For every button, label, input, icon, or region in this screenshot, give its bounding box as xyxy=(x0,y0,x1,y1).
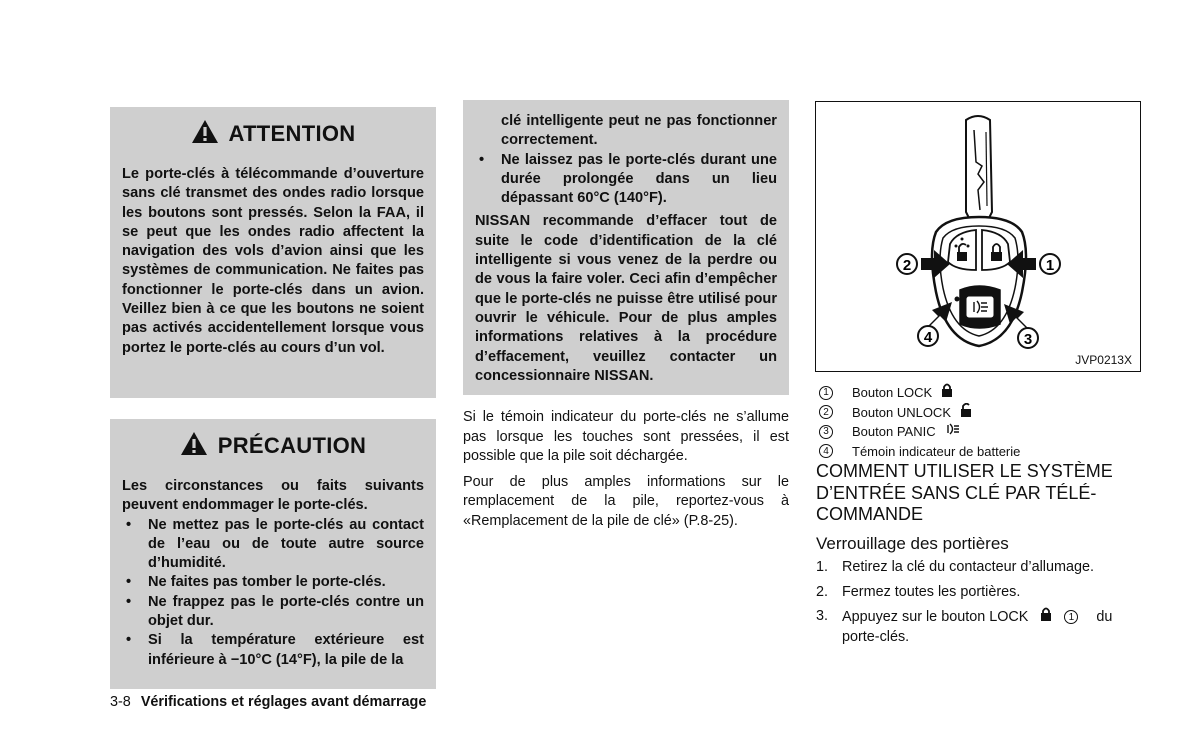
step-1-number: 1. xyxy=(816,559,829,575)
legend-item-lock xyxy=(819,383,1020,403)
lock-open-icon xyxy=(960,403,972,423)
callout-4 xyxy=(918,326,938,346)
subsection-heading: Verrouillage des portières xyxy=(816,534,1009,553)
precaution-intro: Les circonstances ou faits suivants peuvent endommager le porte-clés. xyxy=(122,478,424,514)
callout-1 xyxy=(1040,254,1060,274)
key-blade xyxy=(966,116,992,224)
step-3 xyxy=(816,607,1142,647)
middle-text xyxy=(463,408,789,531)
warning-triangle-icon xyxy=(180,431,208,462)
callout-2 xyxy=(897,254,917,274)
page-footer xyxy=(110,694,426,710)
legend-item-battery xyxy=(819,442,1020,462)
nissan-recommendation: NISSAN recommande d’effacer tout de suite le code d’identification de la clé intelligente si vous venez de la perdre ou de vous la faire voler. Ceci afin d’empêcher que le porte-clés ne puisse être utilisé pour ouvrir le véhicule. Pour de plus amples informations relatives à la procédure d’effacement, veuillez contacter un concessionnaire NISSAN. xyxy=(475,213,777,384)
figure-id: JVP0213X xyxy=(1075,353,1132,367)
step-3-text: Appuyez sur le bouton LOCK xyxy=(842,608,1029,625)
step-3-ref: 1 xyxy=(1064,610,1078,624)
section-heading-line-3: COMMANDE xyxy=(816,504,923,524)
section-heading-line-2: D’ENTRÉE SANS CLÉ PAR TÉLÉ- xyxy=(816,482,1097,503)
precaution-continued-box xyxy=(463,100,789,395)
legend-text-panic: Bouton PANIC xyxy=(852,424,936,439)
indicator-paragraph: Si le témoin indicateur du porte-clés ne s’allume pas lorsque les touches sont pressées, il est possible que la pile soit déchargée. xyxy=(463,409,789,464)
step-2-text: Fermez toutes les portières. xyxy=(842,583,1021,600)
attention-text: Le porte-clés à télécommande d’ouverture sans clé transmet des ondes radio lorsque les boutons sont pressés. Selon la FAA, il se peut que les ondes radio affectent la navigation des vols d’avion ainsi que les systèmes de communication. Ne faites pas fonctionner le porte-clés dans un avion. Veillez bien à ce que les boutons ne soient pas activés accidentellement lorsque vous portez le porte-clés au cours d’un vol. xyxy=(122,166,424,356)
precaution-bullet-4: • Si la température extérieure est inférieure à −10°C (14°F), la pile de la xyxy=(122,631,424,670)
legend-num-2: 2 xyxy=(819,405,833,419)
lock-closed-icon xyxy=(941,383,953,403)
precaution-title: PRÉCAUTION xyxy=(217,433,367,458)
attention-box xyxy=(110,107,436,398)
legend-num-1: 1 xyxy=(819,386,833,400)
attention-body xyxy=(110,165,436,358)
steps-list xyxy=(816,558,1142,652)
step-2 xyxy=(816,583,1142,603)
step-2-number: 2. xyxy=(816,583,829,600)
step-3-line-2: porte-clés. xyxy=(842,628,910,645)
legend-item-unlock xyxy=(819,403,1020,423)
key-fob-figure xyxy=(815,101,1141,372)
page-number: 3-8 xyxy=(110,694,131,710)
legend-item-panic xyxy=(819,422,1020,442)
precaution-bullet-3: • Ne frappez pas le porte-clés contre un objet dur. xyxy=(122,593,424,632)
step-3-post: du xyxy=(1096,608,1113,625)
callout-2-label: 2 xyxy=(902,257,912,274)
attention-title: ATTENTION xyxy=(228,121,356,146)
key-fob-illustration xyxy=(816,102,1139,370)
callout-4-label: 4 xyxy=(923,329,933,346)
section-heading-line-1: COMMENT UTILISER LE SYSTÈME xyxy=(816,461,1113,481)
precaution-bullet-1: • Ne mettez pas le porte-clés au contact de l’eau ou de toute autre source d’humidité. xyxy=(122,516,424,574)
step-1-text: Retirez la clé du contacteur d’allumage. xyxy=(842,559,1094,575)
figure-legend xyxy=(819,383,1020,461)
attention-header xyxy=(110,114,436,154)
step-3-number: 3. xyxy=(816,608,829,624)
legend-text-battery: Témoin indicateur de batterie xyxy=(852,443,1021,459)
battery-indicator-light xyxy=(955,297,960,302)
callout-1-label: 1 xyxy=(1045,257,1055,274)
section-heading xyxy=(816,461,1113,526)
legend-num-3: 3 xyxy=(819,425,833,439)
battery-paragraph: Pour de plus amples informations sur le remplacement de la pile, reportez-vous à «Remplacement de la pile de clé» (P.8-25). xyxy=(463,473,789,529)
legend-num-4: 4 xyxy=(819,444,833,458)
step-1 xyxy=(816,558,1142,578)
legend-text-unlock: Bouton UNLOCK xyxy=(852,404,951,420)
continued-text: clé intelligente peut ne pas fonctionner correctement. xyxy=(501,113,777,149)
callout-3 xyxy=(1018,328,1038,348)
precaution-header xyxy=(110,426,436,466)
precaution-body xyxy=(110,477,436,670)
panic-icon xyxy=(946,422,960,442)
precaution-box xyxy=(110,419,436,689)
precaution-continued-body xyxy=(463,112,789,386)
legend-text-lock: Bouton LOCK xyxy=(852,385,933,400)
precaution-bullet-2: • Ne faites pas tomber le porte-clés. xyxy=(122,573,424,592)
callout-3-label: 3 xyxy=(1023,331,1033,348)
heat-bullet: • Ne laissez pas le porte-clés durant une durée prolongée dans un lieu dépassant 60°C (140°F). xyxy=(475,151,777,209)
chapter-title: Vérifications et réglages avant démarrage xyxy=(140,694,427,710)
warning-triangle-icon xyxy=(191,119,219,150)
lock-closed-icon xyxy=(1040,607,1052,628)
